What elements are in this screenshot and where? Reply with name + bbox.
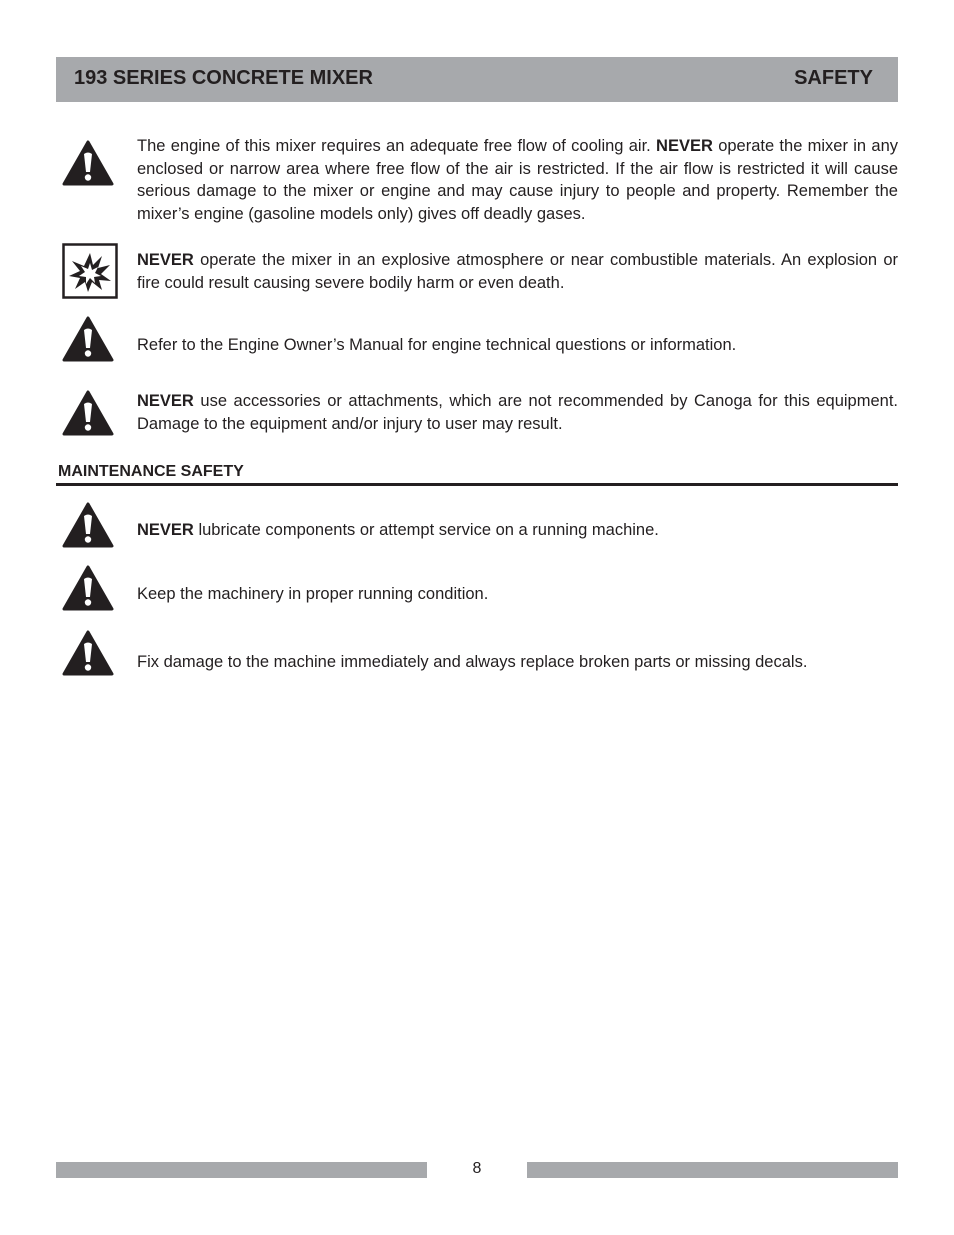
safety-item-text: The engine of this mixer requires an adequate free flow of cooling air. NEVER operate the mixer in any enclosed or narrow area where free flow of the air is restricted. If the air flow is restricted it will cause serious damage to the mixer or engine and may cause injury to people and property. Remember the mixer’s engine (gasoline models only) gives off deadly gases. <box>137 137 898 223</box>
section-title: SAFETY <box>794 67 873 89</box>
maintenance-item-text: Fix damage to the machine immediately and always replace broken parts or missing decals. <box>137 653 808 671</box>
safety-item <box>56 135 898 225</box>
footer-bar-right <box>527 1162 898 1178</box>
safety-item-text: Refer to the Engine Owner’s Manual for engine technical questions or information. <box>137 336 737 354</box>
warning-triangle-icon <box>62 629 118 685</box>
maintenance-item <box>56 500 898 550</box>
safety-item <box>56 315 898 365</box>
safety-item <box>56 250 898 300</box>
section-divider <box>56 483 898 486</box>
document-title: 193 SERIES CONCRETE MIXER <box>74 67 373 89</box>
maintenance-item-text: Keep the machinery in proper running condition. <box>137 585 489 603</box>
maintenance-safety-heading: MAINTENANCE SAFETY <box>58 463 244 480</box>
safety-item-text: NEVER use accessories or attachments, which are not recommended by Canoga for this equipment. Damage to the equipment and/or injury to user may result. <box>137 392 898 433</box>
warning-triangle-icon <box>62 315 118 371</box>
warning-triangle-icon <box>62 564 118 620</box>
footer-bar-left <box>56 1162 427 1178</box>
safety-item <box>56 389 898 439</box>
warning-triangle-icon <box>62 139 118 195</box>
warning-triangle-icon <box>62 389 118 445</box>
explosion-icon <box>62 243 118 299</box>
page-number: 8 <box>472 1160 482 1177</box>
maintenance-item <box>56 628 898 678</box>
safety-item-text: NEVER operate the mixer in an explosive atmosphere or near combustible materials. An explosion or fire could result causing severe bodily harm or even death. <box>137 251 898 292</box>
page-header-bar <box>56 57 898 102</box>
maintenance-item <box>56 563 898 613</box>
maintenance-item-text: NEVER lubricate components or attempt service on a running machine. <box>137 521 659 539</box>
warning-triangle-icon <box>62 501 118 557</box>
